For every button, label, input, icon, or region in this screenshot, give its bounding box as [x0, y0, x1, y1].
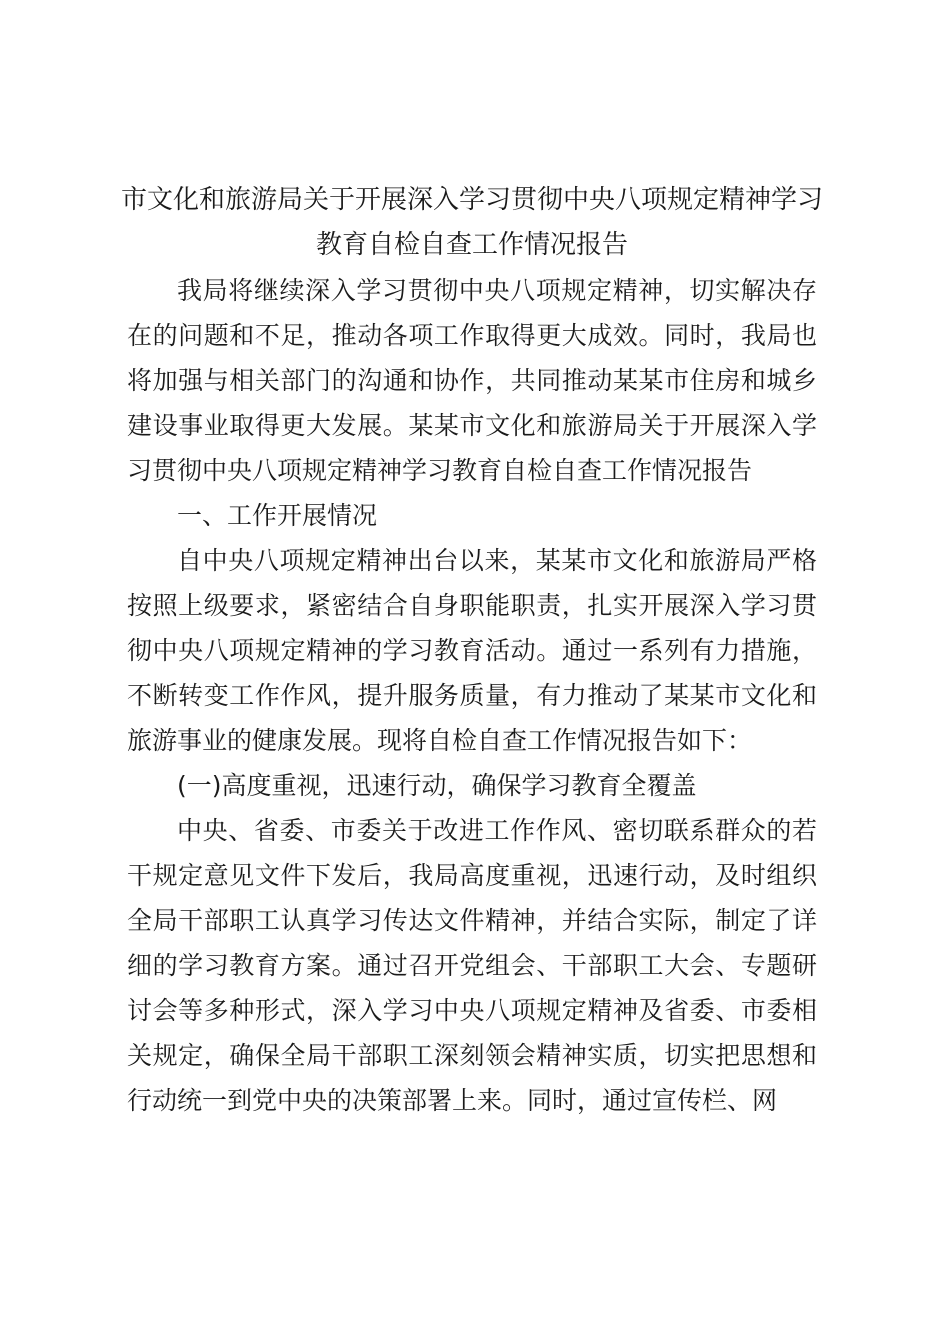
- section-heading-1: 一、工作开展情况: [177, 501, 378, 530]
- subsection-heading-1: (一)高度重视，迅速行动，确保学习教育全覆盖: [177, 771, 697, 800]
- subsection-1-paragraph: 中央、省委、市委关于改进工作作风、密切联系群众的若干规定意见文件下发后，我局高度重视，迅速行动，及时组织全局干部职工认真学习传达文件精神，并结合实际，制定了详细的学习教育方案。通过召开党组会、干部职工大会、专题研讨会等多种形式，深入学习中央八项规定精神及省委、市委相关规定，确保全局干部职工深刻领会精神实质，切实把思想和行动统一到党中央的决策部署上来。同时，通过宣传栏、网: [127, 816, 817, 1115]
- section-1-paragraph: 自中央八项规定精神出台以来，某某市文化和旅游局严格按照上级要求，紧密结合自身职能职责，扎实开展深入学习贯彻中央八项规定精神的学习教育活动。通过一系列有力措施，不断转变工作作风，提升服务质量，有力推动了某某市文化和旅游事业的健康发展。现将自检自查工作情况报告如下：: [127, 546, 817, 755]
- title-line-2: 教育自检自查工作情况报告: [315, 230, 628, 260]
- document-title: [120, 178, 823, 268]
- title-line-1: 市文化和旅游局关于开展深入学习贯彻中央八项规定精神学习: [120, 185, 823, 215]
- document-body: [120, 178, 823, 1123]
- intro-paragraph: 我局将继续深入学习贯彻中央八项规定精神，切实解决存在的问题和不足，推动各项工作取得更大成效。同时，我局也将加强与相关部门的沟通和协作，共同推动某某市住房和城乡建设事业取得更大发展。某某市文化和旅游局关于开展深入学习贯彻中央八项规定精神学习教育自检自查工作情况报告: [127, 276, 817, 485]
